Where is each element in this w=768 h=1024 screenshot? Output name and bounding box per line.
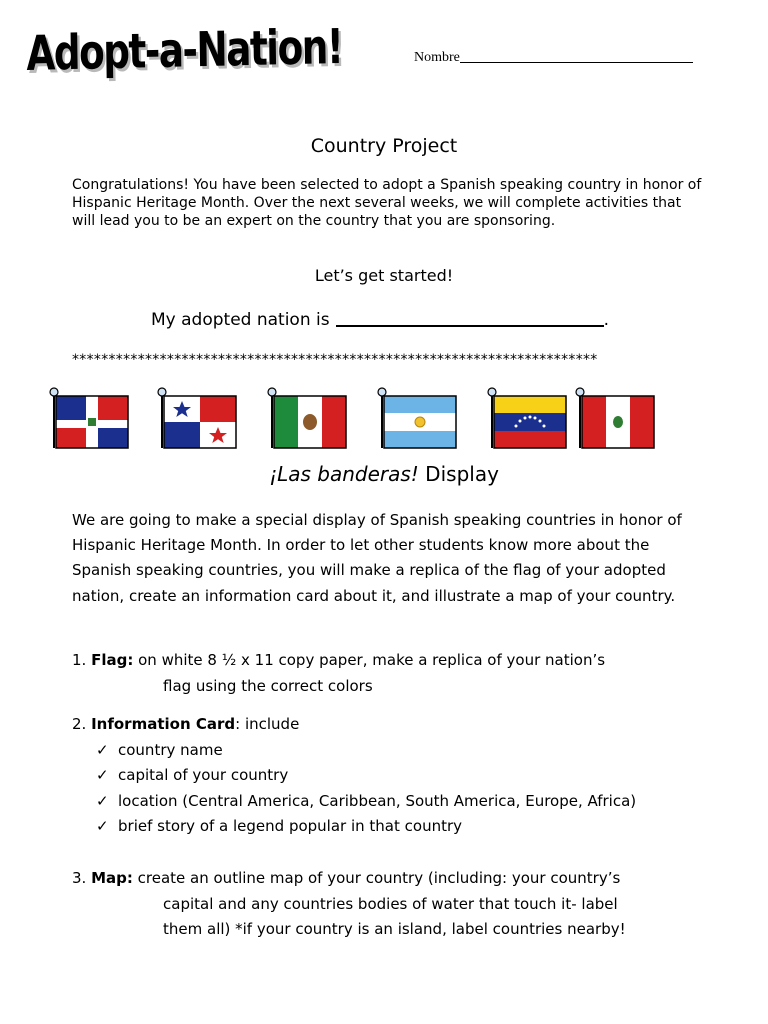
checkmark-icon: ✓ xyxy=(96,817,109,835)
flag-label: Flag: xyxy=(91,651,134,669)
intro-paragraph: Congratulations! You have been selected to adopt a Spanish speaking country in honor of Hispanic Heritage Month. Over the next several weeks, we will complete activities that will lead you to be an expert on the country that you are sponsoring. xyxy=(72,177,702,230)
argentina-flag-icon xyxy=(378,388,456,448)
list-item xyxy=(96,763,692,789)
flag-text: on white 8 ½ x 11 copy paper, make a replica of your nation’s xyxy=(133,651,606,669)
map-instruction xyxy=(72,866,692,943)
flag-text-continued: flag using the correct colors xyxy=(163,676,373,695)
name-field[interactable] xyxy=(414,48,693,66)
checkmark-icon: ✓ xyxy=(96,766,109,784)
card-label: Information Card xyxy=(91,715,236,733)
map-text-continued-2: them all) *if your country is an island, label countries nearby! xyxy=(163,920,626,938)
adopted-nation-label: My adopted nation is xyxy=(151,310,330,330)
card-checklist xyxy=(72,738,692,840)
mexico-flag-icon xyxy=(268,388,346,448)
check-text: capital of your country xyxy=(118,766,289,784)
adopted-nation-blank[interactable] xyxy=(336,309,604,327)
dominican-republic-flag-icon xyxy=(50,388,128,448)
list-item xyxy=(96,814,692,840)
display-heading xyxy=(0,462,768,486)
card-text: : include xyxy=(235,715,300,733)
display-heading-rest: Display xyxy=(418,462,499,486)
information-card-instruction xyxy=(72,712,692,840)
check-text: country name xyxy=(118,740,223,759)
map-label: Map: xyxy=(91,869,133,887)
check-text: brief story of a legend popular in that country xyxy=(118,817,463,835)
adopt-a-nation-logo: Adopt-a-Nation! xyxy=(26,18,343,82)
display-paragraph: We are going to make a special display of Spanish speaking countries in honor of Hispanic Heritage Month. In order to let other students know more about the Spanish speaking countries, you will make a replica of the flag of your adopted nation, create an information card about it, and illustrate a map of your country. xyxy=(72,511,682,605)
checkmark-icon: ✓ xyxy=(96,740,109,759)
list-item xyxy=(96,789,692,815)
peru-flag-icon xyxy=(576,388,654,448)
card-number: 2. xyxy=(72,715,92,733)
checkmark-icon: ✓ xyxy=(96,791,109,810)
map-text-continued: capital and any countries bodies of water that touch it- label xyxy=(163,894,618,913)
venezuela-flag-icon xyxy=(488,388,566,448)
map-text: create an outline map of your country (including: your country’s xyxy=(132,869,621,887)
lets-get-started-heading: Let’s get started! xyxy=(314,266,454,285)
adopted-nation-period: . xyxy=(603,310,609,330)
flags-row xyxy=(40,384,660,456)
check-text: location (Central America, Caribbean, South America, Europe, Africa) xyxy=(118,791,637,810)
name-label: Nombre xyxy=(414,50,460,65)
display-heading-italic: ¡Las banderas! xyxy=(269,462,419,486)
page-title: Country Project xyxy=(310,135,458,157)
adopted-nation-line xyxy=(151,309,609,330)
list-item xyxy=(96,738,692,764)
map-number: 3. xyxy=(72,869,92,887)
flag-instruction xyxy=(72,648,692,699)
panama-flag-icon xyxy=(158,388,236,448)
flag-number: 1. xyxy=(72,651,92,669)
name-blank-line xyxy=(460,48,693,63)
asterisk-separator: ************************************************************************ xyxy=(72,352,598,368)
